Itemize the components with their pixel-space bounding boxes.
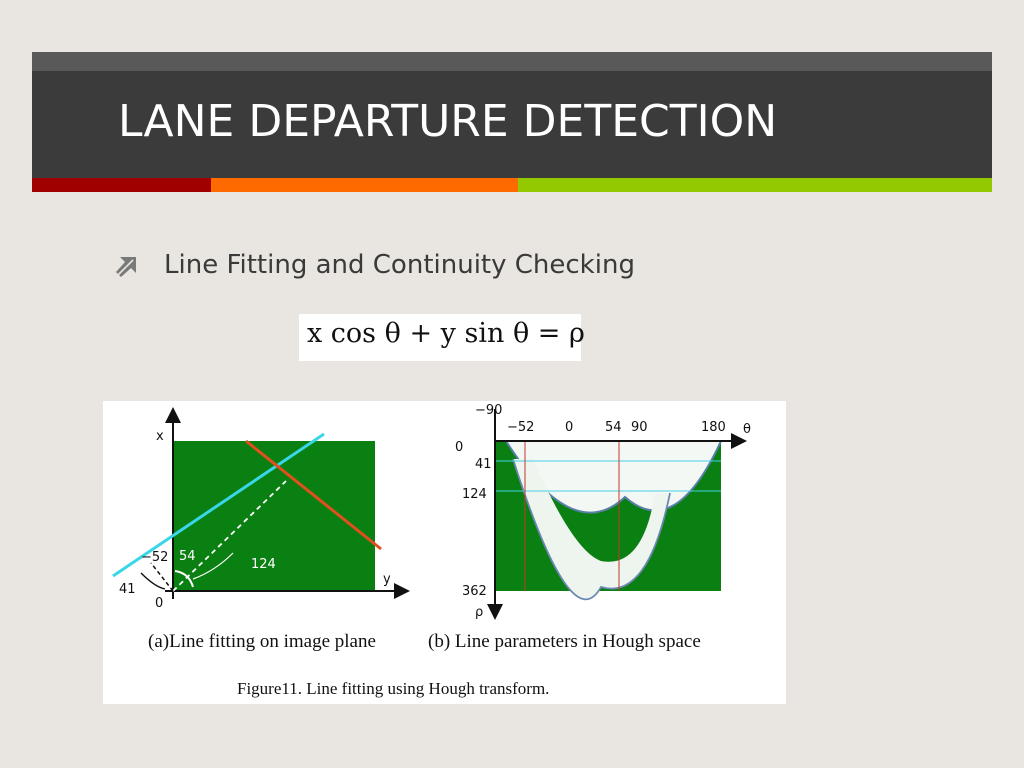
accent-strip-orange xyxy=(211,178,518,192)
theta-tick-neg90: −90 xyxy=(475,403,503,418)
rho-tick-362: 362 xyxy=(462,584,487,599)
accent-strip-green xyxy=(518,178,992,192)
title-bar xyxy=(32,52,992,178)
title-bar-top-band xyxy=(32,52,992,71)
caption-panel-a: (a)Line fitting on image plane xyxy=(148,631,376,652)
rho-tick-0: 0 xyxy=(455,440,464,455)
rho-axis-label: ρ xyxy=(475,605,484,620)
angle-pos-label: 54 xyxy=(179,549,196,564)
angle-neg-label: −52 xyxy=(141,550,169,565)
origin-label: 0 xyxy=(155,596,164,611)
theta-tick-54: 54 xyxy=(605,420,622,435)
slide-title: LANE DEPARTURE DETECTION xyxy=(118,96,778,147)
axis-y-label: y xyxy=(383,572,391,587)
rho-label: 124 xyxy=(251,557,276,572)
theta-tick-0: 0 xyxy=(565,420,574,435)
theta-tick-90: 90 xyxy=(631,420,648,435)
figure-graphics xyxy=(103,401,786,704)
rho-tick-124: 124 xyxy=(462,487,487,502)
theta-tick-neg52: −52 xyxy=(507,420,535,435)
offset-brace xyxy=(141,573,165,589)
bullet-text: Line Fitting and Continuity Checking xyxy=(164,250,635,280)
neg-dashed-line xyxy=(151,563,173,591)
theta-tick-180: 180 xyxy=(701,420,726,435)
rho-tick-41: 41 xyxy=(475,457,492,472)
accent-strip-red xyxy=(32,178,211,192)
axis-x-label: x xyxy=(156,429,164,444)
equation-text: x cos θ + y sin θ = ρ xyxy=(307,318,585,349)
arrow-up-right-icon xyxy=(114,255,138,277)
hough-equation xyxy=(299,314,585,361)
theta-axis-label: θ xyxy=(743,422,751,437)
panel-b-graphics xyxy=(455,403,751,620)
offset-label: 41 xyxy=(119,582,136,597)
hough-figure xyxy=(103,401,786,704)
panel-a-graphics xyxy=(113,411,406,611)
caption-panel-b: (b) Line parameters in Hough space xyxy=(428,631,701,652)
figure-caption: Figure11. Line fitting using Hough transform. xyxy=(237,679,550,698)
